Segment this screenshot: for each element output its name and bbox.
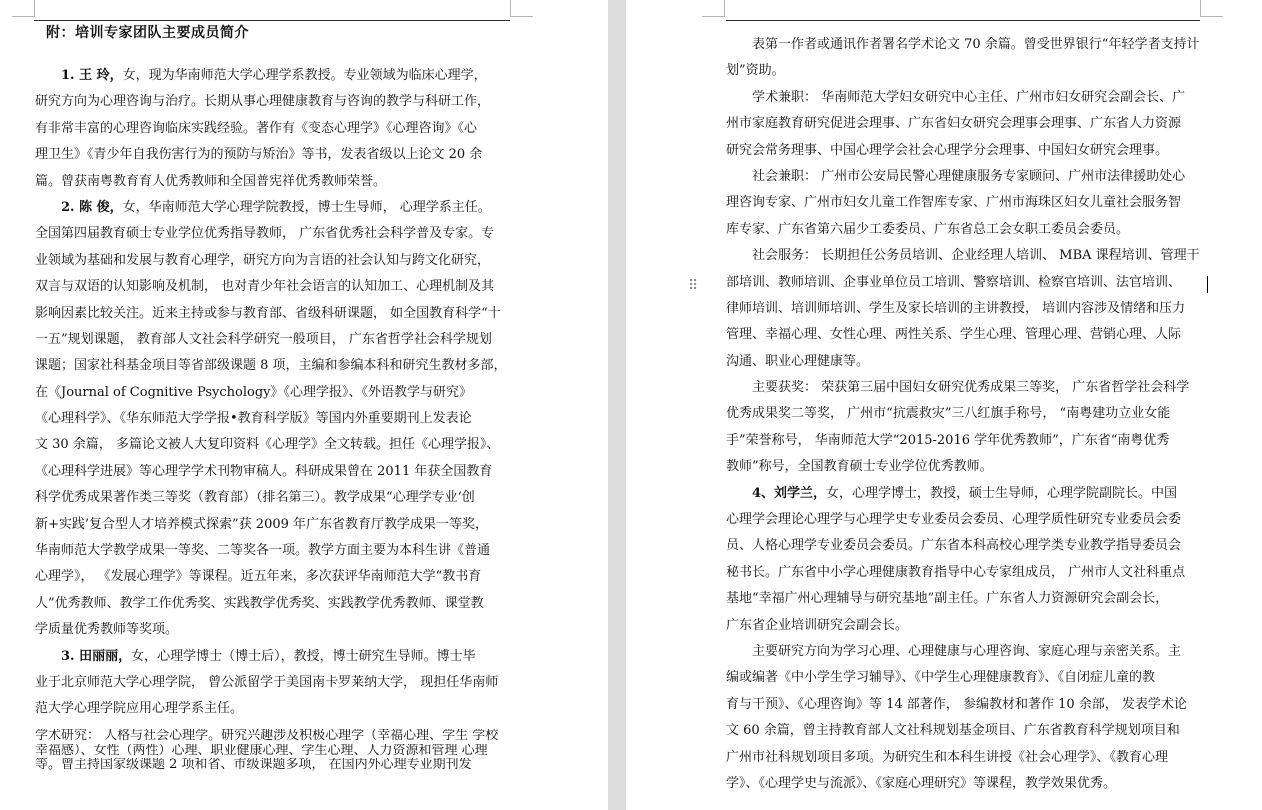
line-text: 编或编著《中小学生学习辅导》、《中学生心理健康教育》、《自闭症儿童的教: [726, 670, 1156, 686]
document-page-right: [626, 0, 1262, 810]
paragraph-liu-xuelan: [726, 481, 1202, 639]
text-line: [726, 270, 1202, 296]
text-line: [726, 375, 1202, 401]
text-line: [35, 485, 513, 511]
text-line: [726, 243, 1202, 269]
line-text: 范大学心理学院应用心理学系主任。: [35, 701, 244, 717]
text-line: [726, 296, 1202, 322]
line-text: 女，现为华南师范大学心理学系教授。专业领域为临床心理学，: [122, 68, 487, 83]
paragraph-wang-ling: [35, 63, 513, 195]
text-line: [726, 613, 1202, 639]
text-line: 等。曾主持国家级课题 2 项和省、市级课题多项， 在国内外心理专业期刊发: [35, 758, 472, 772]
line-text: 文 30 余篇， 多篇论文被人大复印资料《心理学》全文转载。担任《心理学报》、: [35, 437, 500, 453]
line-text: 主要研究方向为学习心理、心理健康与心理咨询、家庭心理与亲密关系。主: [752, 643, 1182, 659]
text-line: [726, 507, 1202, 533]
text-line: [35, 89, 513, 115]
text-line: [726, 745, 1202, 771]
line-text: 双言与双语的认知影响及机制， 也对青少年社会语言的认知加工、心理机制及其: [35, 279, 495, 295]
text-line: [35, 564, 513, 590]
header-rule: [726, 20, 1200, 21]
line-text: 广东省企业培训研究会副会长。: [726, 617, 909, 633]
left-dense-text: [35, 729, 513, 773]
line-text: 理卫生》《青少年自我伤害行为的预防与矫治》等书，发表省级以上论文 20 余: [35, 147, 483, 163]
text-line: [726, 533, 1202, 559]
text-line: [35, 538, 513, 564]
line-text: 表第一作者或通讯作者署名学术论文 70 余篇。曾受世界银行“年轻学者支持计: [752, 37, 1200, 52]
text-line: 幸福感）、女性（两性）心理、职业健康心理、学生心理、人力资源和管理 心理: [35, 743, 488, 758]
line-text: 律师培训、培训师培训、学生及家长培训的主讲教授， 培训内容涉及情绪和压力: [726, 300, 1186, 316]
expert-name: 2. 陈 俊，: [61, 199, 123, 215]
text-line: [726, 401, 1202, 427]
text-line: [726, 217, 1202, 243]
line-text: 在《Journal of Cognitive Psychology》《心理学报》、《外语教学与研究》: [35, 384, 473, 400]
text-line: [726, 771, 1202, 797]
text-line: [35, 301, 513, 327]
line-text: 女，心理学博士（博士后），教授，博士研究生导师。博士毕: [131, 648, 476, 664]
line-text: 研究方向为心理咨询与治疗。长期从事心理健康教育与咨询的教学与科研工作，: [35, 94, 491, 110]
text-line: [35, 142, 513, 168]
text-line: [726, 586, 1202, 612]
expert-name: 3. 田丽丽，: [61, 648, 132, 664]
line-text: 女，华南师范大学心理学院教授，博士生导师， 心理学系主任。: [122, 199, 491, 215]
text-line: [35, 169, 513, 195]
text-line: [35, 327, 513, 353]
text-line: [35, 696, 513, 722]
text-line: [726, 111, 1202, 137]
line-text: 育与干预》、《心理咨询》等 14 部著作， 参编教材和著作 10 余部， 发表学术论: [726, 696, 1187, 712]
page-corner-mark: [510, 0, 533, 17]
text-line: [726, 190, 1202, 216]
paragraph-research: [726, 639, 1202, 797]
document-page-left: [0, 0, 608, 810]
text-line: [726, 718, 1202, 744]
header-rule: [34, 20, 510, 21]
page-corner-mark: [702, 0, 725, 17]
paragraph-tian-lili: [35, 644, 513, 723]
text-line: [35, 591, 513, 617]
text-line: [35, 63, 513, 89]
page-corner-mark: [1200, 0, 1223, 17]
line-text: 社会服务： 长期担任公务员培训、企业经理人培训、 MBA 课程培训、管理干: [752, 248, 1200, 264]
text-line: [726, 665, 1202, 691]
paragraph-drag-handle-icon[interactable]: ⠿: [688, 278, 699, 294]
line-text: 业领域为基础和发展与教育心理学，研究方向为言语的社会认知与跨文化研究，: [35, 252, 491, 268]
line-text: 学质量优秀教师等奖项。: [35, 622, 179, 638]
paragraph-chen-jun: [35, 195, 513, 644]
line-text: 篇。曾获南粤教育育人优秀教师和全国普宪祥优秀教师荣誉。: [35, 173, 387, 189]
line-text: 手”荣誉称号， 华南师范大学“2015-2016 学年优秀教师”，广东省“南粤优秀: [726, 432, 1170, 448]
text-line: [35, 195, 513, 221]
text-line: [726, 138, 1202, 164]
line-text: 有非常丰富的心理咨询临床实践经验。著作有《变态心理学》《心理咨询》《心: [35, 120, 478, 136]
text-line: [35, 459, 513, 485]
line-text: 文 60 余篇，曾主持教育部人文社科规划基金项目、广东省教育科学规划项目和: [726, 723, 1180, 739]
line-text: 影响因素比较关注。近来主持或参与教育部、省级科研课题， 如全国教育科学“十: [35, 305, 501, 321]
expert-name: 4、刘学兰，: [752, 485, 827, 501]
text-line: [35, 116, 513, 142]
line-text: 《心理科学》、《华东师范大学学报•教育科学版》等国内外重要期刊上发表论: [35, 411, 472, 427]
text-line: 学术研究： 人格与社会心理学。研究兴趣涉及积极心理学（幸福心理、学生 学校: [35, 729, 499, 743]
line-text: 《心理科学进展》等心理学学术刊物审稿人。科研成果曾在 2011 年获全国教育: [35, 463, 493, 479]
text-line: [726, 322, 1202, 348]
page-corner-mark: [12, 0, 35, 17]
paragraph-academic-posts: [726, 85, 1202, 164]
line-text: 全国第四届教育硕士专业学位优秀指导教师， 广东省优秀社会科学普及专家。专: [35, 226, 495, 242]
line-text: 主要获奖： 荣获第三届中国妇女研究优秀成果三等奖， 广东省哲学社会科学: [752, 380, 1190, 396]
text-line: [726, 85, 1202, 111]
text-line: [35, 617, 513, 643]
text-line: [726, 58, 1202, 84]
line-text: 州市家庭教育研究促进会理事、广东省妇女研究会理事会理事、广东省人力资源: [726, 116, 1182, 132]
line-text: 划”资助。: [726, 63, 785, 79]
line-text: 学术兼职： 华南师范大学妇女研究中心主任、广州市妇女研究会副会长、广: [752, 89, 1186, 105]
line-text: 理咨询专家、广州市妇女儿童工作智库专家、广州市海珠区妇女儿童社会服务智: [726, 195, 1182, 211]
line-text: 教师”称号，全国教育硕士专业学位优秀教师。: [726, 459, 993, 475]
line-text: 沟通、职业心理健康等。: [726, 353, 870, 369]
text-line: [726, 428, 1202, 454]
text-line: [726, 454, 1202, 480]
text-line: [35, 380, 513, 406]
paragraph-social-service: [726, 243, 1202, 375]
text-line: [726, 32, 1202, 58]
line-text: 管理、幸福心理、女性心理、两性关系、学生心理、管理心理、营销心理、人际: [726, 327, 1182, 343]
line-text: 人”优秀教师、教学工作优秀奖、实践教学优秀奖、实践教学优秀教师、课堂教: [35, 595, 484, 611]
line-text: 华南师范大学教学成果一等奖、二等奖各一项。教学方面主要为本科生讲《普通: [35, 543, 491, 559]
text-line: [726, 164, 1202, 190]
text-line: [35, 274, 513, 300]
line-text: 员、人格心理学专业委员会委员。广东省本科高校心理学类专业教学指导委员会: [726, 538, 1182, 554]
text-line: [35, 670, 513, 696]
text-line: [726, 349, 1202, 375]
text-line: [35, 248, 513, 274]
text-line: [726, 639, 1202, 665]
line-text: 基地“幸福广州心理辅导与研究基地”副主任。广东省人力资源研究会副会长，: [726, 591, 1169, 607]
line-text: 部培训、教师培训、企事业单位员工培训、警察培训、检察官培训、法官培训、: [726, 274, 1182, 290]
line-text: 业于北京师范大学心理学院， 曾公派留学于美国南卡罗莱纳大学， 现担任华南师: [35, 674, 499, 690]
text-cursor: [1207, 276, 1208, 293]
line-text: 心理学会理论心理学与心理学史专业委员会委员、心理学质性研究专业委员会委: [726, 512, 1182, 528]
left-body-text: [35, 63, 513, 723]
line-text: 社会兼职： 广州市公安局民警心理健康服务专家顾问、广州市法律援助处心: [752, 168, 1186, 184]
line-text: 新+实践’复合型人才培养模式探索”获 2009 年广东省教育厅教学成果一等奖，: [35, 516, 489, 532]
text-line: [35, 221, 513, 247]
text-line: [726, 481, 1202, 507]
line-text: 女，心理学博士，教授，硕士生导师，心理学院副院长。中国: [826, 485, 1178, 501]
paragraph-social-posts: [726, 164, 1202, 243]
line-text: 广州市社科规划项目多项。为研究生和本科生讲授《社会心理学》、《教育心理: [726, 749, 1169, 765]
line-text: 课题；国家社科基金项目等省部级课题 8 项，主编和参编本科和研究生教材多部，: [35, 358, 507, 374]
line-text: 优秀成果奖二等奖， 广州市“抗震救灾”三八红旗手称号， “南粤建功立业女能: [726, 406, 1171, 422]
text-line: [35, 406, 513, 432]
line-text: 一五”规划课题， 教育部人文社会科学研究一般项目， 广东省哲学社会科学规划: [35, 331, 492, 347]
line-text: 心理学》， 《发展心理学》等课程。近五年来，多次获评华南师范大学“教书育: [35, 569, 482, 585]
page-title: 附：培训专家团队主要成员简介: [46, 25, 249, 41]
expert-name: 1. 王 玲，: [61, 68, 123, 83]
text-line: [726, 692, 1202, 718]
line-text: 学》、《心理学史与流派》、《家庭心理研究》等课程，教学效果优秀。: [726, 775, 1117, 791]
line-text: 研究会常务理事、中国心理学会社会心理学分会理事、中国妇女研究会理事。: [726, 142, 1169, 158]
text-line: [35, 512, 513, 538]
paragraph-awards: [726, 375, 1202, 481]
paragraph-tian-cont: [726, 32, 1202, 85]
text-line: [35, 432, 513, 458]
page-gap: [608, 0, 626, 810]
text-line: [726, 560, 1202, 586]
text-line: [35, 353, 513, 379]
line-text: 科学优秀成果著作类三等奖（教育部）（排名第三）。教学成果“心理学专业‘创: [35, 490, 475, 506]
text-line: [35, 644, 513, 670]
line-text: 秘书长。广东省中小学心理健康教育指导中心专家组成员， 广州市人文社科重点: [726, 564, 1186, 580]
line-text: 库专家、广东省第六届少工委委员、广东省总工会女职工委员会委员。: [726, 221, 1130, 237]
right-body-text: [726, 32, 1202, 797]
